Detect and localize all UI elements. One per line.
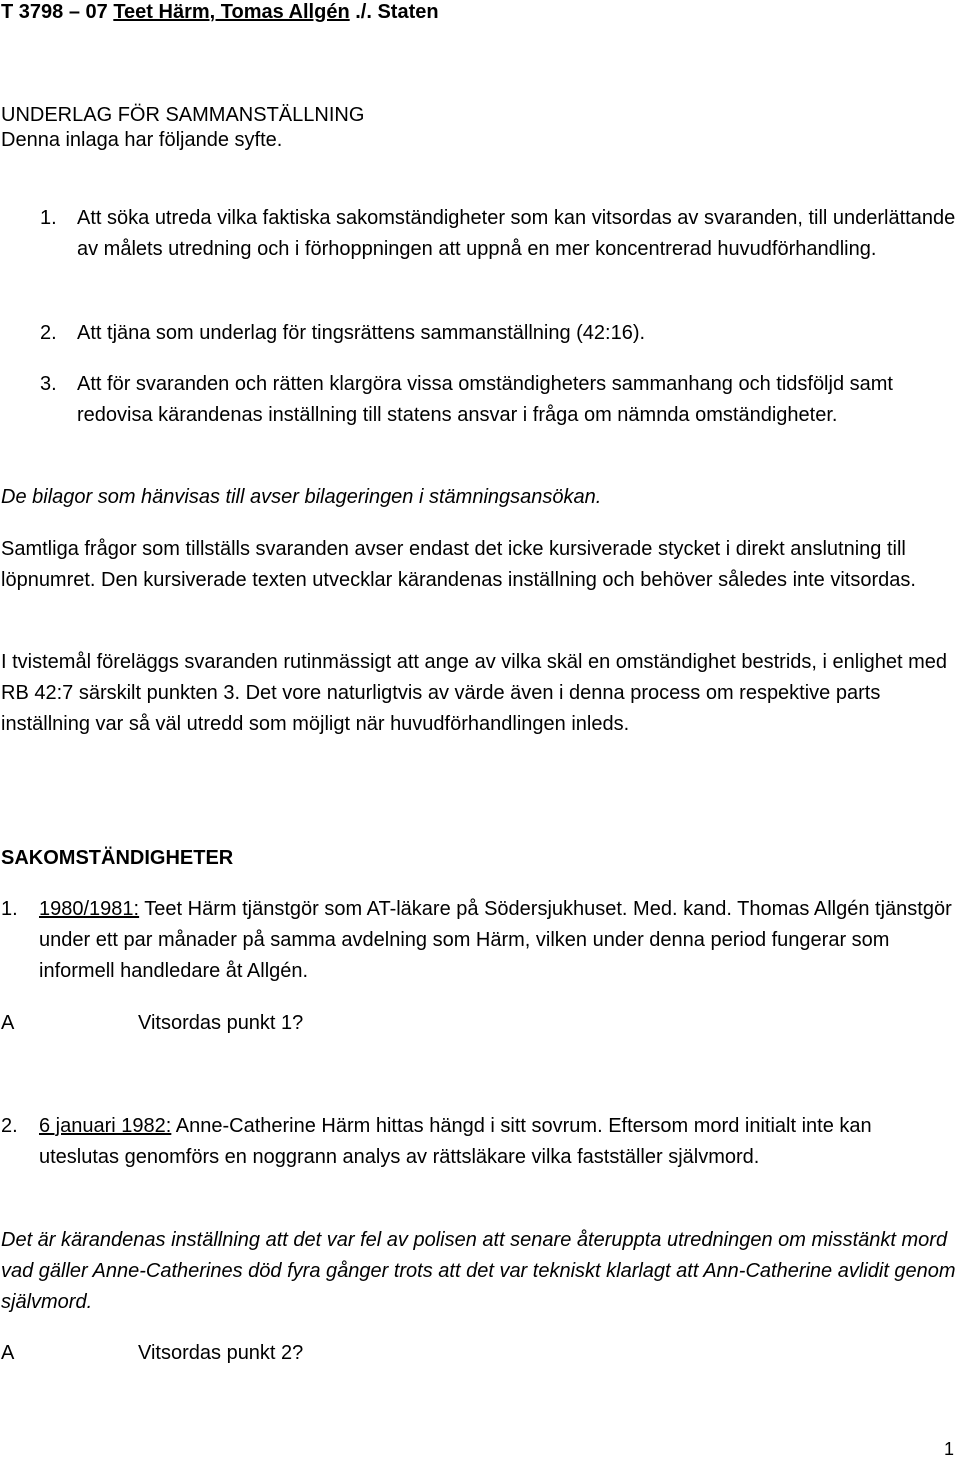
fact-text (39, 894, 956, 987)
fact-number: 1. (1, 898, 18, 920)
fact-italic-note: Det är kärandenas inställning att det var fel av polisen att senare återuppta utredningen om misstänkt mord vad gäller Anne-Catherines död fyra gånger trots att det var tekniskt klarlagt att Ann-Catherine avlidit genom självmord. (1, 1229, 956, 1313)
purpose-number: 3. (40, 373, 57, 395)
section-heading: SAKOMSTÄNDIGHETER (1, 847, 234, 869)
respondent: Staten (377, 1, 439, 23)
purpose-text: Att för svaranden och rätten klargöra vissa omständigheters sammanhang och tidsföljd samt redovisa kärandenas inställning till statens ansvar i fråga om nämnda omständigheter. (77, 373, 893, 426)
fact-item-1 (1, 894, 956, 987)
questions-paragraph: Samtliga frågor som tillställs svaranden avser endast det icke kursiverade stycket i direkt anslutning till löpnumret. Den kursiverade texten utvecklar kärandenas inställning och behöver således inte vitsordas. (1, 538, 916, 591)
fact-number: 2. (1, 1115, 18, 1137)
dispute-paragraph: I tvistemål föreläggs svaranden rutinmässigt att ange av vilka skäl en omständighet bestrids, i enlighet med RB 42:7 särskilt punkten 3. Det vore naturligtvis av värde även i denna process om respektive parts inställning var så väl utredd som möjligt när huvudförhandlingen inleds. (1, 651, 948, 735)
fact-item-2 (1, 1111, 956, 1173)
purpose-intro: Denna inlaga har följande syfte. (1, 129, 283, 151)
fact-text (39, 1111, 956, 1173)
purpose-item-2 (40, 318, 960, 349)
answer-question: Vitsordas punkt 1? (138, 1012, 304, 1034)
fact-date: 6 januari 1982: (39, 1115, 172, 1137)
purpose-item-3 (40, 369, 960, 431)
page-number: 1 (943, 1439, 954, 1459)
document-header (1, 0, 951, 28)
purpose-text: Att söka utreda vilka faktiska sakomständigheter som kan vitsordas av svaranden, till underlättande av målets utredning och i förhoppningen att uppnå en mer koncentrerad huvudförhandling. (77, 207, 956, 260)
fact-description: Teet Härm tjänstgör som AT-läkare på Södersjukhuset. Med. kand. Thomas Allgén tjänstgör under ett par månader på samma avdelning som Härm, vilken under denna period fungerar som informell handledare åt Allgén. (39, 898, 952, 982)
purpose-item-1 (40, 203, 960, 265)
answer-label: A (1, 1012, 15, 1034)
fact-description: Anne-Catherine Härm hittas hängd i sitt sovrum. Eftersom mord initialt inte kan uteslutas genomförs en noggrann analys av rättsläkare vilka fastställer självmord. (39, 1115, 872, 1168)
case-number: T 3798 – 07 (1, 1, 108, 23)
fact-date: 1980/1981: (39, 898, 140, 920)
attachments-note: De bilagor som hänvisas till avser bilageringen i stämningsansökan. (1, 486, 602, 508)
answer-question: Vitsordas punkt 2? (138, 1342, 304, 1364)
purpose-text: Att tjäna som underlag för tingsrättens sammanställning (42:16). (77, 322, 646, 344)
purpose-number: 2. (40, 322, 57, 344)
document-title: UNDERLAG FÖR SAMMANSTÄLLNING (1, 104, 365, 126)
parties: Teet Härm, Tomas Allgén (113, 1, 350, 23)
versus-separator: ./. (349, 1, 378, 23)
answer-label: A (1, 1342, 15, 1364)
purpose-number: 1. (40, 207, 57, 229)
